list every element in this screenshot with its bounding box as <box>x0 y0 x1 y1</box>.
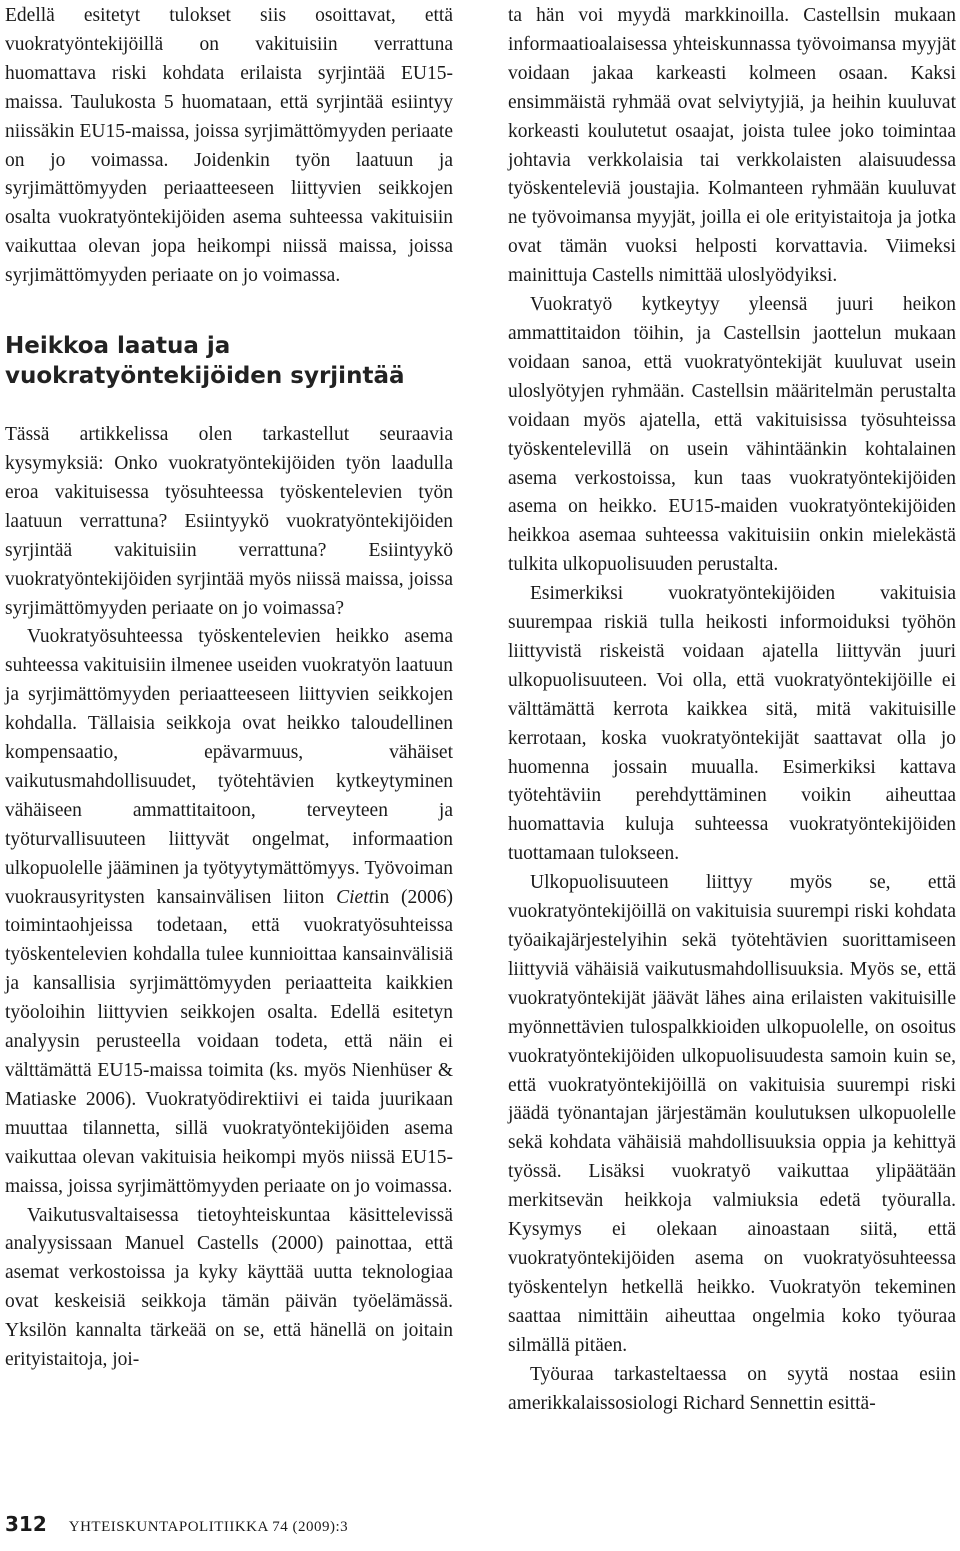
section-heading: Heikkoa laatua ja vuokratyöntekijöiden syrjintää <box>5 333 405 390</box>
body-paragraph: Esimerkiksi vuokratyöntekijöiden vakituisia suurempaa riskiä tulla heikosti informoiduksi työhön liittyvistä riskeistä voidaan ajatella liittyvän juuri ulkopuolisuuteen. Voi olla, että vuokratyöntekijöille ei välttämättä kerrota kaikkea sitä, mitä vakituisille kerrotaan, koska vuokratyöntekijät saattavat olla jo huomenna jossain muualla. Esimerkiksi kattava työtehtäviin perehdyttäminen voikin aiheuttaa huomattavia kuluja suhteessa vuokratyöntekijöiden tuottamaan tulokseen. <box>508 583 956 865</box>
page-number: 312 <box>5 1512 47 1536</box>
body-paragraph <box>5 623 453 1201</box>
paragraph-text: in (2006) toimintaohjeissa todetaan, että vuokratyösuhteissa työskentelevien kohdalla tulee kunnioittaa kansainvälisiä ja kansallisia syrjimättömyyden periaatteita kaikkien työoloihin liittyvien seikkojen osalta. Edellä esitetyn analyysin perusteella voidaan todeta, että näin ei välttämättä EU15-maissa toimita (ks. myös Nienhüser & Matiaske 2006). Vuokratyödirektiivi ei taida juurikaan muuttaa tilannetta, sillä vuokratyöntekijöiden asema vaikuttaa olevan vakituisia heikompi myös niissä EU15-maissa, joissa syrjimättömyyden periaate on jo voimassa. <box>5 886 454 1197</box>
italic-text: Ciett <box>336 886 375 908</box>
paragraph-text: Vuokratyösuhteessa työskentelevien heikko asema suhteessa vakituisiin ilmenee useiden vuokratyön laatuun ja syrjimättömyyden periaatteeseen liittyvien seikkojen kohdalla. Tällaisia seikkoja ovat heikko taloudellinen kompensaatio, epävarmuus, vähäiset vaikutusmahdollisuudet, työtehtävien kytkeytyminen vähäiseen ammattitaitoon, terveyteen ja työturvallisuuteen liittyvät ongelmat, informaation ulkopuolelle jääminen ja työtyytymättömyys. Työvoiman vuokrausyritysten kansainvälisen liiton <box>5 626 453 908</box>
body-paragraph: Vuokratyö kytkeytyy yleensä juuri heikon ammattitaidon töihin, ja Castellsin jaottelun mukaan voidaan sanoa, että vuokratyöntekijät kuuluvat usein uloslyötyjen ryhmään. Castellsin määritelmän perustalta voidaan myös ajatella, että vakituisissa työsuhteissa työskentelevillä on usein vähintäänkin kohtalainen asema verkostoissa, kun taas vuokratyöntekijöiden asema on heikko. EU15-maiden vuokratyöntekijöiden heikkoa asemaa suhteessa vakituisiin onkin mielekästä tulkita ulkopuolisuuden perustalta. <box>508 294 956 576</box>
body-paragraph: ta hän voi myydä markkinoilla. Castellsin mukaan informaatioalaisessa yhteiskunnassa työvoimansa myyjät voidaan jakaa karkeasti kolmeen osaan. Kaksi ensimmäistä ryhmää ovat selviytyjiä, ja heihin kuuluvat korkeasti koulutetut osaajat, joista tulee joko toimintaa johtavia verkkolaisia tai verkkolaisten alaisuudessa työskenteleviä joustajia. Kolmanteen ryhmään kuuluvat ne työvoimansa myyjät, joilla ei ole erityistaitoja ja jotka ovat tämän vuoksi helposti korvattavia. Viimeksi mainittuja Castells nimittää uloslyödyiksi. <box>508 5 956 287</box>
journal-name: YHTEISKUNTAPOLITIIKKA 74 (2009):3 <box>68 1519 349 1535</box>
body-paragraph: Työuraa tarkasteltaessa on syytä nostaa esiin amerikkalaissosiologi Richard Sennettin esittä- <box>508 1363 956 1414</box>
body-paragraph: Vaikutusvaltaisessa tietoyhteiskuntaa käsittelevissä analyysissaan Manuel Castells (2000) painottaa, että asemat verkostoissa ja kyky käyttää uutta teknologiaa ovat keskeisiä seikkoja tämän päivän työelämässä. Yksilön kannalta tärkeää on se, että hänellä on joitain erityistaitoja, joi- <box>5 1204 453 1371</box>
paragraph-text: Edellä esitetyt tulokset siis osoittavat, että vuokratyöntekijöillä on vakituisiin verrattuna huomattava riski kohdata erilaista syrjintää EU15-maissa. Taulukosta 5 huomataan, että syrjintää esiintyy niissäkin EU15-maissa, joissa syrjimättömyyden periaate on jo voimassa. <box>5 5 453 171</box>
body-paragraph: Ulkopuolisuuteen liittyy myös se, että vuokratyöntekijöillä on vakituisia suurempi riski kohdata työaikajärjestelyihin sekä työtehtävien suorittamiseen liittyviä vähäisiä vaikutusmahdollisuuksia. Myös se, että vuokratyöntekijät jäävät lähes aina erilaisten vakituisille myönnettävien tulospalkkioiden ulkopuolelle, on osoitus vuokratyöntekijöiden ulkopuolisuudesta samoin kuin se, että vuokratyöntekijöillä on vakituisia suurempi riski jäädä työnantajan järjestämän koulutuksen ulkopuolelle sekä kohdata vähäisiä mahdollisuuksia oppia ja kehittyä työssä. Lisäksi vuokratyö vaikuttaa ylipäätään merkitsevän heikkoja valmiuksia edetä työuralla. Kysymys ei olekaan ainoastaan siitä, että vuokratyöntekijöiden asema on vuokratyösuhteessa työskentelyn hetkellä heikko. Vuokratyön tekeminen saattaa nimittäin aiheuttaa ongelmia koko työuraa silmällä pitäen. <box>508 872 956 1356</box>
body-paragraph <box>5 2 453 291</box>
body-paragraph: Tässä artikkelissa olen tarkastellut seuraavia kysymyksiä: Onko vuokratyöntekijöiden työn laadulla eroa vakituisessa työsuhteessa työskentelevien työn laatuun verrattuna? Esiintyykö vuokratyöntekijöiden syrjintää vakituisiin verrattuna? Esiintyykö vuokratyöntekijöiden syrjintää myös niissä maissa, joissa syrjimättömyyden periaate on jo voimassa? <box>5 424 453 619</box>
page-footer <box>5 1512 348 1542</box>
right-column <box>508 2 956 1418</box>
left-column <box>5 2 453 1375</box>
paragraph-text: Joidenkin työn laatuun ja syrjimättömyyden periaatteeseen liittyvien seikkojen osalta vuokratyöntekijöiden asema suhteessa vakituisiin vaikuttaa olevan jopa heikompi niissä maissa, joissa syrjimättömyyden periaate on jo voimassa. <box>5 149 453 287</box>
